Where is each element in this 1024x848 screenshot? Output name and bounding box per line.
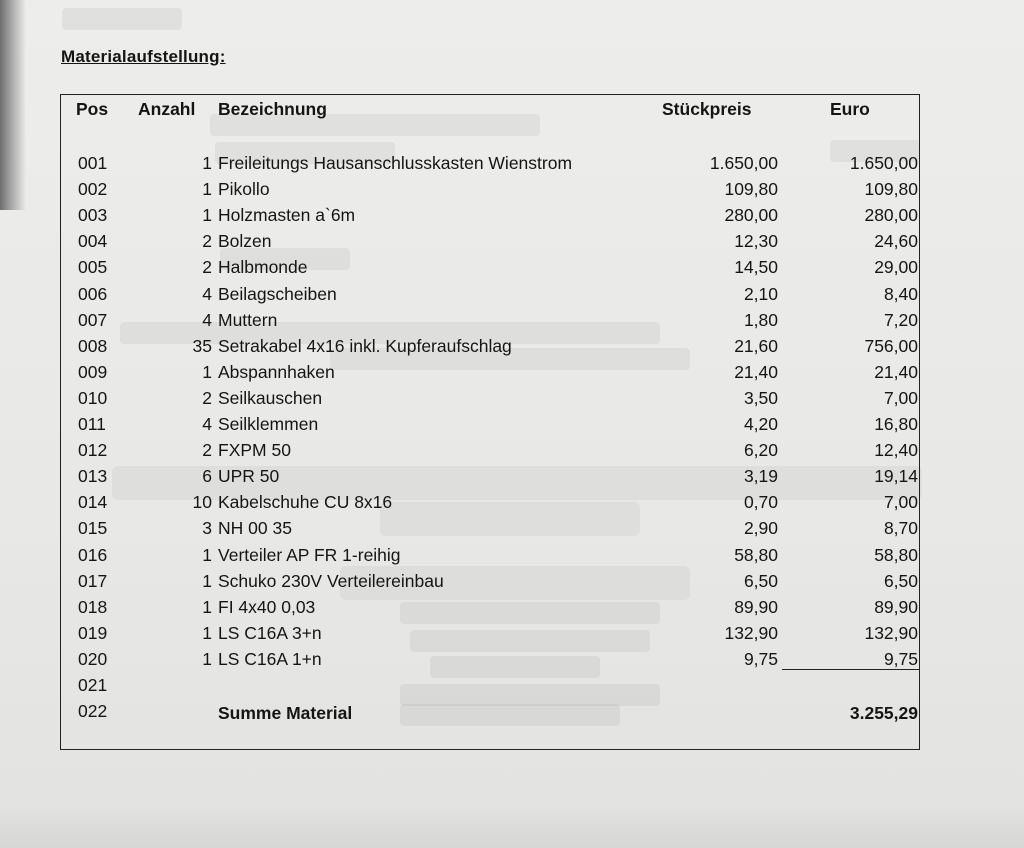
cell-anzahl: 2 [202, 231, 212, 252]
cell-anzahl: 2 [202, 257, 212, 278]
header-euro: Euro [830, 99, 870, 119]
cell-stueckpreis: 9,75 [743, 648, 778, 669]
cell-stueckpreis: 4,20 [743, 414, 778, 434]
cell-bezeichnung: Freileitungs Hausanschlusskasten Wienstrom [218, 153, 573, 173]
cell-anzahl: 2 [202, 387, 212, 408]
cell-pos: 009 [78, 361, 108, 382]
cell-stueckpreis: 14,50 [734, 257, 778, 278]
cell-pos: 002 [78, 179, 108, 200]
cell-stueckpreis: 58,80 [734, 544, 778, 565]
cell-bezeichnung: Kabelschuhe CU 8x16 [218, 492, 393, 513]
summary-label: Summe Material [218, 703, 353, 723]
cell-pos: 008 [78, 335, 108, 356]
cell-bezeichnung: UPR 50 [218, 466, 280, 487]
page-fold-shadow [0, 0, 26, 210]
cell-stueckpreis: 0,70 [743, 492, 778, 513]
cell-stueckpreis: 132,90 [724, 622, 778, 643]
cell-euro: 58,80 [874, 544, 918, 565]
cell-bezeichnung: Beilagscheiben [218, 283, 337, 304]
cell-bezeichnung: Bolzen [218, 231, 272, 252]
cell-anzahl: 4 [202, 309, 212, 330]
cell-stueckpreis: 280,00 [724, 205, 778, 226]
cell-euro: 29,00 [874, 257, 918, 278]
cell-anzahl: 1 [202, 570, 212, 591]
cell-bezeichnung: FXPM 50 [218, 440, 291, 461]
cell-pos: 015 [78, 518, 108, 539]
cell-pos: 018 [78, 596, 108, 617]
cell-bezeichnung: Seilklemmen [218, 414, 319, 434]
cell-stueckpreis: 21,60 [734, 335, 778, 356]
cell-stueckpreis: 3,50 [743, 387, 778, 408]
cell-bezeichnung: LS C16A 3+n [218, 622, 322, 643]
cell-pos: 016 [78, 544, 108, 565]
bottom-edge-shadow [0, 808, 1024, 848]
cell-pos: 021 [78, 675, 108, 695]
cell-pos: 004 [78, 231, 108, 252]
cell-bezeichnung: Holzmasten a`6m [218, 205, 356, 226]
cell-bezeichnung: FI 4x40 0,03 [218, 596, 316, 617]
cell-euro: 8,70 [883, 518, 918, 539]
header-anzahl: Anzahl [138, 99, 196, 119]
header-pos: Pos [76, 99, 109, 119]
cell-bezeichnung: Abspannhaken [218, 361, 335, 382]
cell-bezeichnung: Verteiler AP FR 1-reihig [218, 544, 401, 565]
cell-anzahl: 2 [202, 440, 212, 461]
cell-pos: 007 [78, 309, 108, 330]
cell-stueckpreis: 21,40 [734, 361, 778, 382]
cell-bezeichnung: Pikollo [218, 179, 270, 200]
cell-euro: 7,20 [883, 309, 918, 330]
header-bezeichnung: Bezeichnung [218, 99, 327, 119]
cell-bezeichnung: Setrakabel 4x16 inkl. Kupferaufschlag [218, 335, 512, 356]
cell-pos: 011 [78, 414, 106, 434]
cell-stueckpreis: 1.650,00 [709, 153, 778, 173]
cell-bezeichnung: Schuko 230V Verteilereinbau [218, 570, 444, 591]
cell-stueckpreis: 2,10 [743, 283, 778, 304]
cell-bezeichnung: NH 00 35 [218, 518, 292, 539]
cell-bezeichnung: Seilkauschen [218, 387, 323, 408]
cell-stueckpreis: 6,50 [743, 570, 778, 591]
cell-pos: 003 [78, 205, 108, 226]
cell-anzahl: 1 [202, 622, 212, 643]
cell-anzahl: 1 [202, 179, 212, 200]
sum-underline [782, 669, 920, 670]
cell-anzahl: 1 [202, 648, 212, 669]
cell-pos: 022 [78, 701, 108, 722]
cell-euro: 16,80 [874, 414, 918, 434]
cell-pos: 006 [78, 283, 108, 304]
cell-euro: 756,00 [864, 335, 918, 356]
cell-euro: 89,90 [874, 596, 918, 617]
cell-euro: 9,75 [883, 648, 918, 669]
cell-anzahl: 35 [192, 335, 212, 356]
cell-stueckpreis: 2,90 [743, 518, 778, 539]
cell-anzahl: 10 [192, 492, 212, 513]
cell-euro: 280,00 [864, 205, 918, 226]
cell-stueckpreis: 1,80 [743, 309, 778, 330]
cell-anzahl: 1 [202, 205, 212, 226]
cell-pos: 013 [78, 466, 108, 487]
summary-total: 3.255,29 [849, 703, 918, 723]
cell-euro: 109,80 [864, 179, 918, 200]
header-stueckpreis: Stückpreis [662, 99, 752, 119]
cell-pos: 010 [78, 387, 108, 408]
cell-pos: 012 [78, 440, 108, 461]
cell-euro: 24,60 [874, 231, 918, 252]
cell-euro: 21,40 [874, 361, 918, 382]
cell-euro: 1.650,00 [849, 153, 918, 173]
cell-pos: 005 [78, 257, 108, 278]
cell-euro: 7,00 [883, 387, 918, 408]
cell-anzahl: 3 [202, 518, 212, 539]
cell-pos: 001 [78, 153, 108, 173]
cell-euro: 6,50 [883, 570, 918, 591]
cell-anzahl: 1 [202, 596, 212, 617]
cell-stueckpreis: 6,20 [743, 440, 778, 461]
cell-pos: 017 [78, 570, 108, 591]
cell-pos: 014 [78, 492, 108, 513]
cell-anzahl: 1 [202, 544, 212, 565]
cell-anzahl: 6 [202, 466, 212, 487]
cell-anzahl: 4 [202, 283, 212, 304]
cell-stueckpreis: 12,30 [734, 231, 778, 252]
cell-stueckpreis: 89,90 [734, 596, 778, 617]
cell-bezeichnung: Muttern [218, 309, 278, 330]
cell-pos: 019 [78, 622, 108, 643]
cell-bezeichnung: Halbmonde [218, 257, 308, 278]
cell-euro: 132,90 [864, 622, 918, 643]
cell-anzahl: 1 [202, 153, 212, 173]
cell-euro: 12,40 [874, 440, 918, 461]
cell-stueckpreis: 109,80 [724, 179, 778, 200]
cell-stueckpreis: 3,19 [743, 466, 778, 487]
cell-anzahl: 1 [202, 361, 212, 382]
cell-anzahl: 4 [202, 414, 212, 434]
cell-euro: 8,40 [883, 283, 918, 304]
cell-bezeichnung: LS C16A 1+n [218, 648, 322, 669]
cell-euro: 7,00 [883, 492, 918, 513]
cell-euro: 19,14 [874, 466, 918, 487]
section-title: Materialaufstellung: [61, 47, 226, 66]
cell-pos: 020 [78, 648, 108, 669]
